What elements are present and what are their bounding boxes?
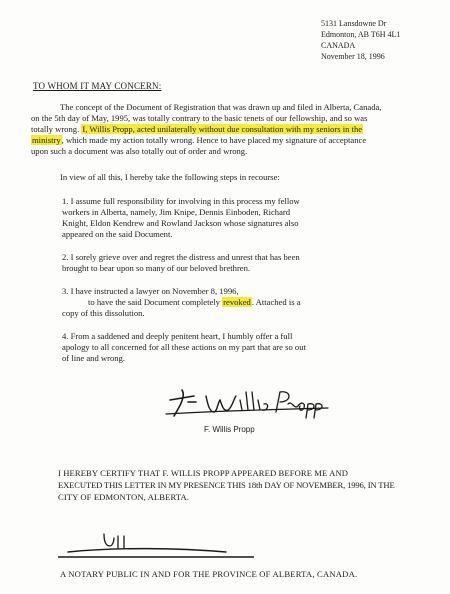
- certification-line2: EXECUTED THIS LETTER IN MY PRESENCE THIS 18th DAY OF NOVEMBER, 1996, IN THE: [58, 480, 395, 490]
- item3-line2-end: . Attached is a: [251, 297, 301, 307]
- item1-line3: Knight, Eldon Kendrew and Rowland Jackson whose signatures also: [62, 218, 299, 228]
- item2-line1: 2. I sorely grieve over and regret the distress and unrest that has been: [62, 252, 300, 262]
- item3-line2-start: to have the said Document completely: [88, 297, 220, 307]
- item4-line2: apology to all concerned for all these actions on my part that are so out: [62, 342, 306, 352]
- paragraph1-line4-rest: , which made my action totally wrong. Hence to have placed my signature of acceptance: [61, 135, 367, 145]
- item1-line4: appeared on the said Document.: [62, 229, 173, 239]
- address-street: 5131 Lansdowne Dr: [321, 19, 387, 28]
- sender-address: [321, 18, 400, 62]
- item2-line2: brought to bear upon so many of our beloved brethren.: [62, 263, 251, 273]
- item4-line1: 4. From a saddened and deeply penitent heart, I humbly offer a full: [62, 331, 293, 341]
- highlighted-text: I, Willis Propp, acted unilaterally without due consultation with my seniors in the: [82, 124, 363, 134]
- salutation: TO WHOM IT MAY CONCERN:: [33, 81, 162, 91]
- paragraph1-line3-start: totally wrong.: [31, 124, 80, 134]
- handwritten-signature: [160, 386, 330, 427]
- notary-line: A NOTARY PUBLIC IN AND FOR THE PROVINCE OF ALBERTA, CANADA.: [60, 569, 358, 579]
- paragraph1-line5: upon such a document was also totally out of order and wrong.: [31, 146, 248, 156]
- highlighted-text: ministry: [32, 135, 61, 145]
- item3-line2: [88, 297, 301, 308]
- certification-line1: I HEREBY CERTIFY THAT F. WILLIS PROPP APPEARED BEFORE ME AND: [58, 468, 349, 478]
- highlighted-text: revoked: [223, 297, 251, 307]
- paragraph1-line3: [31, 124, 363, 135]
- item4-line3: of line and wrong.: [62, 353, 126, 363]
- certification-line3: CITY OF EDMONTON, ALBERTA.: [58, 492, 190, 502]
- address-country: CANADA: [321, 41, 356, 50]
- signatory-name: F. Willis Propp: [204, 425, 255, 434]
- paragraph1-line4: [31, 135, 366, 146]
- address-date: November 18, 1996: [321, 52, 385, 61]
- paragraph1-line1: The concept of the Document of Registration that was drawn up and filed in Alberta, Canada,: [60, 102, 382, 112]
- notary-signature-graphic: [58, 530, 258, 560]
- item3-line1: 3. I have instructed a lawyer on November 8, 1996,: [62, 286, 239, 296]
- notary-signature: [58, 530, 258, 565]
- paragraph1-line2: on the 5th day of May, 1995, was totally contrary to the basic tenets of our fellowship, and so was: [31, 113, 368, 123]
- address-city: Edmonton, AB T6H 4L1: [321, 30, 401, 39]
- item1-line2: workers in Alberta, namely, Jim Knipe, Dennis Einboden, Richard: [62, 207, 291, 217]
- intro-line: In view of all this, I hereby take the following steps in recourse:: [60, 172, 280, 182]
- item1-line1: 1. I assume full responsibility for involving in this process my fellow: [62, 196, 300, 206]
- signature-graphic: [160, 386, 330, 422]
- item3-line3: copy of this dissolution.: [62, 308, 145, 318]
